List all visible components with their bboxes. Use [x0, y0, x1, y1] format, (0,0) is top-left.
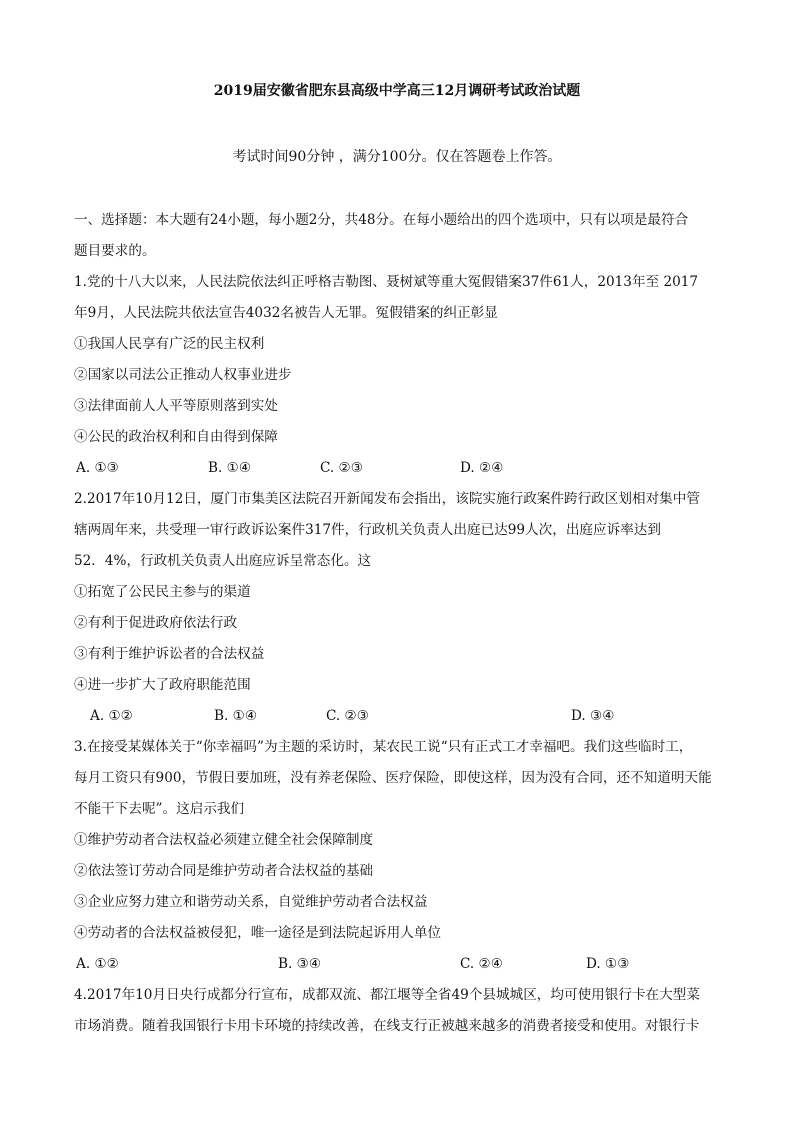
option-b: B. ③④	[278, 956, 322, 972]
statement-item: ③企业应努力建立和谐劳动关系，自觉维护劳动者合法权益	[74, 894, 428, 910]
statement-item: ①我国人民享有广泛的民主权利	[74, 336, 265, 352]
question-1	[74, 267, 724, 484]
statement-item: ④公民的政治权利和自由得到保障	[74, 429, 278, 445]
statement-item: ③有利于维护诉讼者的合法权益	[74, 646, 265, 662]
question-3	[74, 732, 724, 980]
question-stem: 辖两周年来，共受理一审行政诉讼案件317件，行政机关负责人出庭已达99人次，出庭应诉率达到	[74, 522, 661, 538]
question-stem: 2.2017年10月12日，厦门市集美区法院召开新闻发布会指出，该院实施行政案件跨行政区划相对集中管	[74, 491, 700, 507]
statement-item: ④进一步扩大了政府职能范围	[74, 677, 251, 693]
statement-item: ②国家以司法公正推动人权事业进步	[74, 367, 292, 383]
option-c: C. ②④	[460, 956, 503, 972]
answer-options	[74, 701, 724, 732]
statement-item: ①拓宽了公民民主参与的渠道	[74, 584, 251, 600]
question-4	[74, 980, 724, 1042]
question-stem: 1.党的十八大以来，人民法院依法纠正呼格吉勒图、聂树斌等重大冤假错案37件61人，2013年至 2017	[74, 274, 699, 290]
option-c: C. ②③	[326, 708, 369, 724]
question-stem: 年9月，人民法院共依法宣告4032名被告人无罪。冤假错案的纠正彰显	[74, 305, 498, 321]
option-a: A. ①③	[76, 460, 119, 476]
option-b: B. ①④	[208, 460, 252, 476]
section-header-cont: 题目要求的。	[74, 243, 156, 259]
question-stem: 4.2017年10月日央行成都分行宣布，成都双流、都江堰等全省49个县城城区，均可使用银行卡在大型菜	[74, 987, 700, 1003]
option-d: D. ③④	[571, 708, 615, 724]
question-stem: 市场消费。随着我国银行卡用卡环境的持续改善，在线支行正被越来越多的消费者接受和使用。对银行卡	[74, 1018, 700, 1034]
exam-content	[74, 205, 724, 1042]
exam-title: 2019届安徽省肥东县高级中学高三12月调研考试政治试题	[213, 83, 581, 99]
section-header: 一、选择题：本大题有24小题，每小题2分，共48分。在每小题给出的四个选项中，只有以项是最符合	[74, 212, 689, 228]
exam-instructions: 考试时间90分钟 ，满分100分。仅在答题卷上作答。	[232, 149, 562, 165]
statement-item: ③法律面前人人平等原则落到实处	[74, 398, 278, 414]
option-b: B. ①④	[214, 708, 258, 724]
statement-item: ②有利于促进政府依法行政	[74, 615, 238, 631]
option-d: D. ②④	[460, 460, 504, 476]
answer-options	[74, 453, 724, 484]
question-stem: 每月工资只有900，节假日要加班，没有养老保险、医疗保险，即使这样，因为没有合同，还不知道明天能	[74, 770, 712, 786]
question-stem: 不能干下去呢”。这启示我们	[74, 801, 245, 817]
answer-options	[74, 949, 724, 980]
question-stem: 3.在接受某媒体关于“你幸福吗”为主题的采访时，某农民工说“只有正式工才幸福吧。我们这些临时工，	[74, 739, 693, 755]
question-stem: 52．4%，行政机关负责人出庭应诉呈常态化。这	[74, 553, 372, 569]
option-a: A. ①②	[76, 956, 119, 972]
statement-item: ④劳动者的合法权益被侵犯，唯一途径是到法院起诉用人单位	[74, 925, 442, 941]
question-2	[74, 484, 724, 732]
statement-item: ①维护劳动者合法权益必须建立健全社会保障制度	[74, 832, 374, 848]
option-c: C. ②③	[320, 460, 363, 476]
option-a: A. ①②	[90, 708, 133, 724]
statement-item: ②依法签订劳动合同是维护劳动者合法权益的基础	[74, 863, 374, 879]
option-d: D. ①③	[586, 956, 630, 972]
